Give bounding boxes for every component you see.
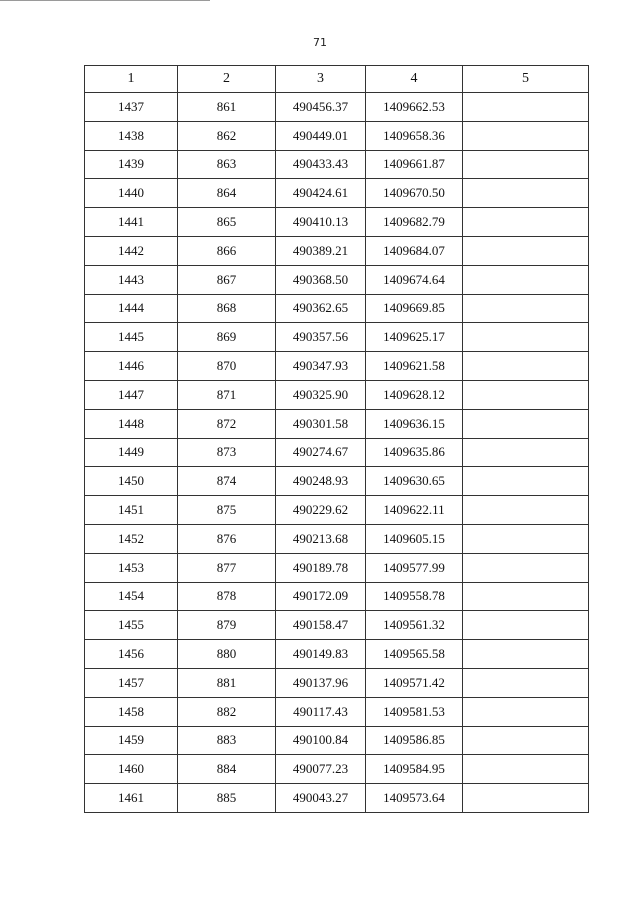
table-cell-col-3: 490189.78 [276,553,366,582]
scan-edge-line [0,0,210,1]
table-cell-col-3: 490433.43 [276,150,366,179]
table-cell-col-1: 1453 [85,553,178,582]
table-cell-col-3: 490100.84 [276,726,366,755]
table-cell-col-4: 1409635.86 [366,438,463,467]
table-row [85,380,589,409]
table-row [85,179,589,208]
table-cell-col-4: 1409670.50 [366,179,463,208]
table-row [85,553,589,582]
table-row [85,208,589,237]
table-cell-col-1: 1458 [85,697,178,726]
table-cell-col-5 [463,640,589,669]
table-cell-col-1: 1444 [85,294,178,323]
table-cell-col-4: 1409573.64 [366,784,463,813]
table-cell-col-5 [463,668,589,697]
table-row [85,496,589,525]
table-row [85,409,589,438]
table-cell-col-4: 1409565.58 [366,640,463,669]
table-cell-col-3: 490456.37 [276,93,366,122]
table-cell-col-3: 490274.67 [276,438,366,467]
table-cell-col-2: 880 [178,640,276,669]
table-cell-col-1: 1460 [85,755,178,784]
table-cell-col-2: 863 [178,150,276,179]
table-cell-col-2: 881 [178,668,276,697]
table-cell-col-1: 1442 [85,236,178,265]
table-cell-col-2: 872 [178,409,276,438]
table-cell-col-4: 1409586.85 [366,726,463,755]
table-cell-col-5 [463,611,589,640]
table-cell-col-4: 1409561.32 [366,611,463,640]
table-cell-col-2: 879 [178,611,276,640]
page-number: 71 [313,36,327,49]
header-col-3: 3 [276,66,366,93]
table-row [85,726,589,755]
table-cell-col-2: 868 [178,294,276,323]
table-cell-col-2: 874 [178,467,276,496]
table-cell-col-1: 1439 [85,150,178,179]
table-row [85,697,589,726]
table-cell-col-1: 1445 [85,323,178,352]
table-cell-col-1: 1456 [85,640,178,669]
table-cell-col-4: 1409625.17 [366,323,463,352]
table-cell-col-4: 1409571.42 [366,668,463,697]
table-cell-col-4: 1409682.79 [366,208,463,237]
table-cell-col-2: 884 [178,755,276,784]
table-cell-col-5 [463,121,589,150]
table-cell-col-3: 490325.90 [276,380,366,409]
table-cell-col-1: 1441 [85,208,178,237]
table-row [85,236,589,265]
table-cell-col-1: 1440 [85,179,178,208]
table-row [85,150,589,179]
table-cell-col-2: 877 [178,553,276,582]
table-row [85,294,589,323]
table-cell-col-4: 1409661.87 [366,150,463,179]
table-row [85,265,589,294]
table-cell-col-1: 1452 [85,524,178,553]
table-cell-col-1: 1447 [85,380,178,409]
table-cell-col-4: 1409684.07 [366,236,463,265]
table-cell-col-3: 490424.61 [276,179,366,208]
table-cell-col-2: 867 [178,265,276,294]
table-cell-col-3: 490449.01 [276,121,366,150]
table-cell-col-3: 490043.27 [276,784,366,813]
table-body [85,93,589,813]
table-cell-col-3: 490347.93 [276,352,366,381]
table-cell-col-2: 883 [178,726,276,755]
table-cell-col-5 [463,467,589,496]
table-cell-col-3: 490301.58 [276,409,366,438]
table-cell-col-5 [463,697,589,726]
table-cell-col-5 [463,352,589,381]
table-row [85,755,589,784]
table-cell-col-1: 1451 [85,496,178,525]
table-cell-col-4: 1409581.53 [366,697,463,726]
table-cell-col-4: 1409662.53 [366,93,463,122]
table-cell-col-4: 1409669.85 [366,294,463,323]
coordinates-table [84,65,589,813]
table-row [85,784,589,813]
table-cell-col-2: 873 [178,438,276,467]
table-cell-col-5 [463,496,589,525]
table-cell-col-3: 490389.21 [276,236,366,265]
table-cell-col-4: 1409628.12 [366,380,463,409]
table-cell-col-4: 1409674.64 [366,265,463,294]
table-cell-col-2: 878 [178,582,276,611]
table-cell-col-1: 1449 [85,438,178,467]
table-cell-col-3: 490410.13 [276,208,366,237]
table-cell-col-2: 862 [178,121,276,150]
table-cell-col-3: 490229.62 [276,496,366,525]
table-cell-col-5 [463,265,589,294]
table-row [85,121,589,150]
table-cell-col-1: 1438 [85,121,178,150]
table-cell-col-2: 882 [178,697,276,726]
table-cell-col-2: 865 [178,208,276,237]
table-cell-col-3: 490077.23 [276,755,366,784]
table-cell-col-3: 490248.93 [276,467,366,496]
table-cell-col-5 [463,380,589,409]
table-cell-col-2: 869 [178,323,276,352]
table-row [85,352,589,381]
table-cell-col-5 [463,93,589,122]
table-cell-col-3: 490362.65 [276,294,366,323]
table-cell-col-5 [463,208,589,237]
header-col-2: 2 [178,66,276,93]
table-cell-col-5 [463,150,589,179]
table-row [85,93,589,122]
table-cell-col-5 [463,438,589,467]
table-cell-col-4: 1409577.99 [366,553,463,582]
table-cell-col-1: 1459 [85,726,178,755]
header-col-1: 1 [85,66,178,93]
table-row [85,582,589,611]
table-row [85,668,589,697]
table-cell-col-2: 870 [178,352,276,381]
table-cell-col-4: 1409584.95 [366,755,463,784]
table-cell-col-2: 861 [178,93,276,122]
table-cell-col-5 [463,755,589,784]
table-cell-col-2: 871 [178,380,276,409]
table-cell-col-3: 490368.50 [276,265,366,294]
table-cell-col-2: 866 [178,236,276,265]
table-cell-col-1: 1446 [85,352,178,381]
table-cell-col-3: 490149.83 [276,640,366,669]
table-header-row [85,66,589,93]
table-row [85,640,589,669]
table-cell-col-2: 876 [178,524,276,553]
table-cell-col-5 [463,236,589,265]
table-cell-col-5 [463,553,589,582]
table-cell-col-2: 875 [178,496,276,525]
table-row [85,611,589,640]
table-cell-col-3: 490137.96 [276,668,366,697]
table-cell-col-5 [463,726,589,755]
table-cell-col-5 [463,524,589,553]
table-cell-col-1: 1448 [85,409,178,438]
table-cell-col-1: 1437 [85,93,178,122]
table-cell-col-1: 1461 [85,784,178,813]
table-cell-col-3: 490172.09 [276,582,366,611]
table-cell-col-1: 1454 [85,582,178,611]
table-cell-col-5 [463,323,589,352]
table-cell-col-1: 1450 [85,467,178,496]
table-cell-col-2: 864 [178,179,276,208]
table-cell-col-4: 1409622.11 [366,496,463,525]
table-cell-col-4: 1409621.58 [366,352,463,381]
table-cell-col-4: 1409658.36 [366,121,463,150]
table-cell-col-3: 490158.47 [276,611,366,640]
table-cell-col-1: 1443 [85,265,178,294]
table-cell-col-5 [463,409,589,438]
table-cell-col-1: 1455 [85,611,178,640]
table-cell-col-4: 1409558.78 [366,582,463,611]
table-cell-col-3: 490357.56 [276,323,366,352]
header-col-5: 5 [463,66,589,93]
table-cell-col-2: 885 [178,784,276,813]
table-row [85,438,589,467]
table-cell-col-5 [463,784,589,813]
table-cell-col-4: 1409605.15 [366,524,463,553]
table-cell-col-5 [463,294,589,323]
table-cell-col-3: 490117.43 [276,697,366,726]
table-cell-col-4: 1409630.65 [366,467,463,496]
table-cell-col-4: 1409636.15 [366,409,463,438]
table-row [85,524,589,553]
table-cell-col-5 [463,179,589,208]
table-cell-col-3: 490213.68 [276,524,366,553]
header-col-4: 4 [366,66,463,93]
table-cell-col-1: 1457 [85,668,178,697]
table-row [85,467,589,496]
table-row [85,323,589,352]
table-cell-col-5 [463,582,589,611]
